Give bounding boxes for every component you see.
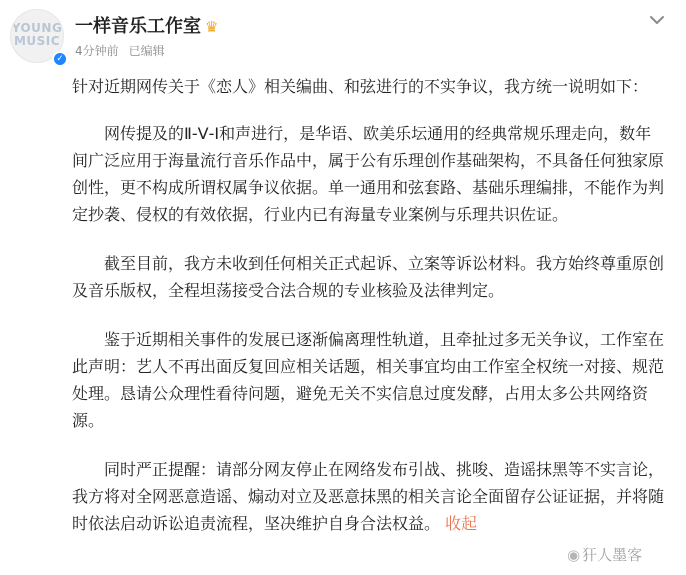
edited-label[interactable]: 已编辑 <box>128 44 165 58</box>
verified-badge-icon: ✓ <box>52 51 68 67</box>
chevron-down-icon[interactable] <box>647 10 667 30</box>
collapse-link[interactable]: 收起 <box>445 514 478 533</box>
crown-icon: ♛ <box>205 18 219 36</box>
account-name-label[interactable]: 一样音乐工作室 <box>75 16 201 37</box>
post-paragraph-2: 截至目前，我方未收到任何相关正式起诉、立案等诉讼材料。我方始终尊重原创及音乐版权，全程坦荡接受合法合规的专业核验及法律判定。 <box>72 254 665 300</box>
post-body <box>72 73 667 559</box>
post-paragraph-4-text: 同时严正提醒：请部分网友停止在网络发布引战、挑唆、造谣抹黑等不实言论，我方将对全网恶意造谣、煽动对立及恶意抹黑的相关言论全面留存公证证据，并将随时依法启动诉讼追责流程，坚决维护自身合法权益。 <box>72 460 665 533</box>
post-meta <box>75 42 165 59</box>
post-paragraph-4 <box>72 456 667 537</box>
watermark-text: 犴人墨客 <box>582 546 643 564</box>
post-paragraph-3: 鉴于近期相关事件的发展已逐渐偏离理性轨道，且牵扯过多无关争议，工作室在此声明：艺人不再出面反复回应相关话题，相关事宜均由工作室全权统一对接、规范处理。恳请公众理性看待问题，避免无关不实信息过度发酵，占用太多公共网络资源。 <box>72 330 665 430</box>
post-paragraph-1: 网传提及的Ⅱ-Ⅴ-Ⅰ和声进行，是华语、欧美乐坛通用的经典常规乐理走向，数年间广泛应用于海量流行音乐作品中，属于公有乐理创作基础架构，不具备任何独家原创性，更不构成所谓权属争议依据。单一通用和弦套路、基础乐理编排，不能作为判定抄袭、侵权的有效依据，行业内已有海量专业案例与乐理共识佐证。 <box>72 124 665 224</box>
post-time[interactable]: 4分钟前 <box>75 44 119 58</box>
watermark <box>564 544 645 565</box>
avatar-logo-text: YOUNG MUSIC <box>11 21 63 48</box>
weibo-logo-icon: ◉ <box>567 546 581 564</box>
post-intro: 针对近期网传关于《恋人》相关编曲、和弦进行的不实争议，我方统一说明如下： <box>72 77 649 96</box>
account-name[interactable] <box>75 12 218 38</box>
